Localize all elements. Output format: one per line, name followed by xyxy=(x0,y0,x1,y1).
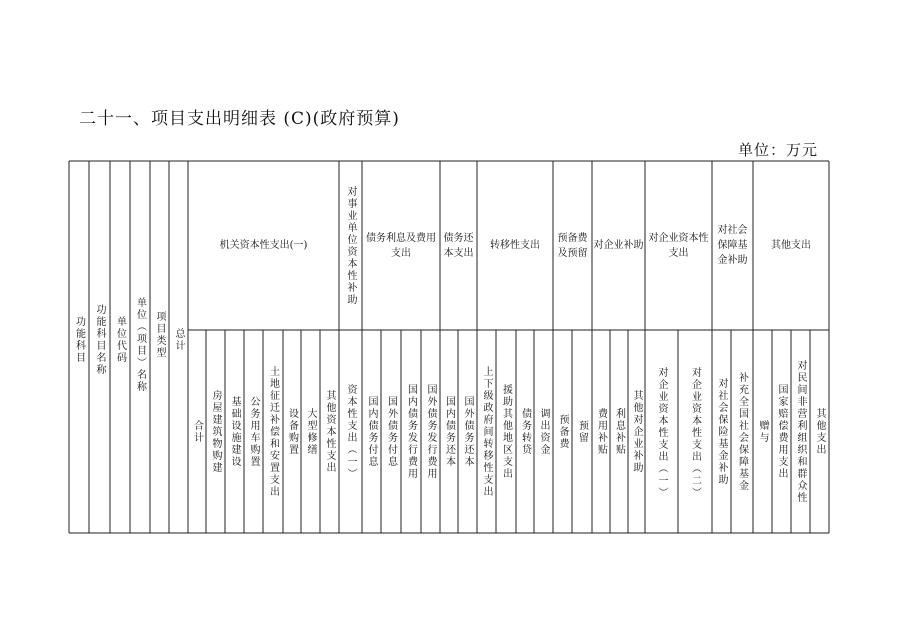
sub-header-g3-1 xyxy=(362,330,381,533)
sub-header-g5-2 xyxy=(496,330,516,533)
sub-header-text: 国外债务付息 xyxy=(385,395,397,468)
sub-header-g8-2 xyxy=(678,330,712,533)
sub-header-text: 公务用车购置 xyxy=(248,395,259,468)
sub-header-g1-4 xyxy=(244,330,263,533)
sub-header-text: 大型修缮 xyxy=(305,407,316,456)
sub-header-g10-1 xyxy=(753,330,772,533)
header-project-type xyxy=(150,290,169,380)
sub-header-text: 设备购置 xyxy=(286,407,298,456)
header-func-subject-name-text: 功能科目名称 xyxy=(94,304,105,376)
group-header-8: 对企业资本性支出 xyxy=(648,232,709,259)
sub-header-g7-2 xyxy=(610,330,628,533)
group-header-6: 预备费及预留 xyxy=(557,232,588,259)
sub-header-g3-2 xyxy=(381,330,401,533)
sub-header-g7-3 xyxy=(628,330,645,533)
header-func-subject-name xyxy=(89,280,110,400)
sub-header-g1-6 xyxy=(283,330,301,533)
sub-header-text: 补充全国社会保障基金 xyxy=(736,371,748,492)
sub-header-g10-4 xyxy=(810,330,829,533)
sub-header-text: 预留 xyxy=(576,419,588,444)
sub-header-text: 国外债务发行费用 xyxy=(425,383,436,480)
sub-header-text: 国外债务还本 xyxy=(462,395,473,468)
header-unit-code-text: 单位代码 xyxy=(114,316,126,364)
group-header-2 xyxy=(339,161,362,330)
sub-header-g1-3 xyxy=(225,330,244,533)
sub-header-g1-7 xyxy=(301,330,320,533)
sub-header-text: 利息补贴 xyxy=(613,407,625,456)
sub-header-text: 预备费 xyxy=(557,413,568,450)
header-total-text: 总计 xyxy=(173,328,184,352)
sub-header-text: 赠与 xyxy=(757,419,768,444)
header-unit-project-name xyxy=(130,270,150,420)
sub-header-text: 对企业资本性支出（二） xyxy=(689,366,701,499)
sub-header-g8-1 xyxy=(645,330,678,533)
sub-header-g1-1 xyxy=(188,330,206,533)
group-header-10: 其他支出 xyxy=(771,240,811,251)
group-header-9: 对社会保障基金补助 xyxy=(717,225,748,266)
sub-header-g4-1 xyxy=(440,330,458,533)
sub-header-text: 对民间非营利组织和群众性 xyxy=(795,359,806,504)
group-header-4: 债务还本支出 xyxy=(443,232,474,259)
header-total xyxy=(169,310,188,370)
sub-header-text: 基础设施建设 xyxy=(229,395,240,468)
header-unit-code xyxy=(110,300,130,380)
sub-header-text: 费用补贴 xyxy=(595,407,607,456)
page-title: 二十一、项目支出明细表 (C)(政府预算) xyxy=(79,109,400,129)
group-header-2-text: 对事业单位资本性补助 xyxy=(345,185,356,306)
sub-header-g9-1 xyxy=(712,330,731,533)
group-header-5: 转移性支出 xyxy=(490,240,540,251)
sub-header-text: 其他对企业补助 xyxy=(631,389,642,474)
sub-header-g6-1 xyxy=(553,330,572,533)
sub-header-text: 国家赔偿费用支出 xyxy=(776,383,787,480)
unit-label: 单位：万元 xyxy=(738,141,819,159)
sub-header-text: 其他支出 xyxy=(814,407,825,456)
header-project-type-text: 项目类型 xyxy=(154,311,165,359)
header-unit-project-name-text: 单位（项目）名称 xyxy=(134,297,146,393)
sub-header-text: 合计 xyxy=(191,419,203,444)
sub-header-g3-3 xyxy=(401,330,421,533)
sub-header-g7-1 xyxy=(592,330,610,533)
sub-header-g6-2 xyxy=(572,330,592,533)
sub-header-g1-2 xyxy=(206,330,225,533)
group-header-7: 对企业补助 xyxy=(593,240,644,251)
sub-header-g1-5 xyxy=(263,330,283,533)
sub-header-g9-2 xyxy=(731,330,753,533)
sub-header-g5-1 xyxy=(477,330,496,533)
sub-header-text: 对企业资本性支出（一） xyxy=(656,366,667,499)
sub-header-g3-4 xyxy=(421,330,440,533)
sub-header-g10-3 xyxy=(791,330,810,533)
sub-header-g10-2 xyxy=(772,330,791,533)
sub-header-text: 国内债务还本 xyxy=(443,395,455,468)
sub-header-text: 其他资本性支出 xyxy=(324,389,335,474)
sub-header-text: 对社会保险基金补助 xyxy=(716,377,727,486)
group-header-3: 债务利息及费用支出 xyxy=(366,232,436,259)
sub-header-text: 上下级政府间转移性支出 xyxy=(481,365,492,498)
sub-header-text: 援助其他地区支出 xyxy=(500,383,512,480)
sub-header-g5-3 xyxy=(516,330,534,533)
header-func-subject xyxy=(69,300,89,380)
sub-header-text: 国内债务付息 xyxy=(366,395,377,468)
sub-header-text: 土地征迁补偿和安置支出 xyxy=(267,365,279,498)
sub-header-g4-2 xyxy=(458,330,477,533)
sub-header-g2-1 xyxy=(339,330,362,533)
header-func-subject-text: 功能科目 xyxy=(73,316,85,364)
sub-header-text: 调出资金 xyxy=(538,407,549,456)
sub-header-text: 债务转贷 xyxy=(519,407,531,456)
group-header-1: 机关资本性支出(一) xyxy=(219,240,308,251)
sub-header-text: 国内债务发行费用 xyxy=(405,383,417,480)
sub-header-text: 房屋建筑物购建 xyxy=(210,389,221,474)
sub-header-text: 资本性支出（一） xyxy=(345,383,356,480)
sub-header-g5-4 xyxy=(534,330,553,533)
sub-header-g1-8 xyxy=(320,330,339,533)
